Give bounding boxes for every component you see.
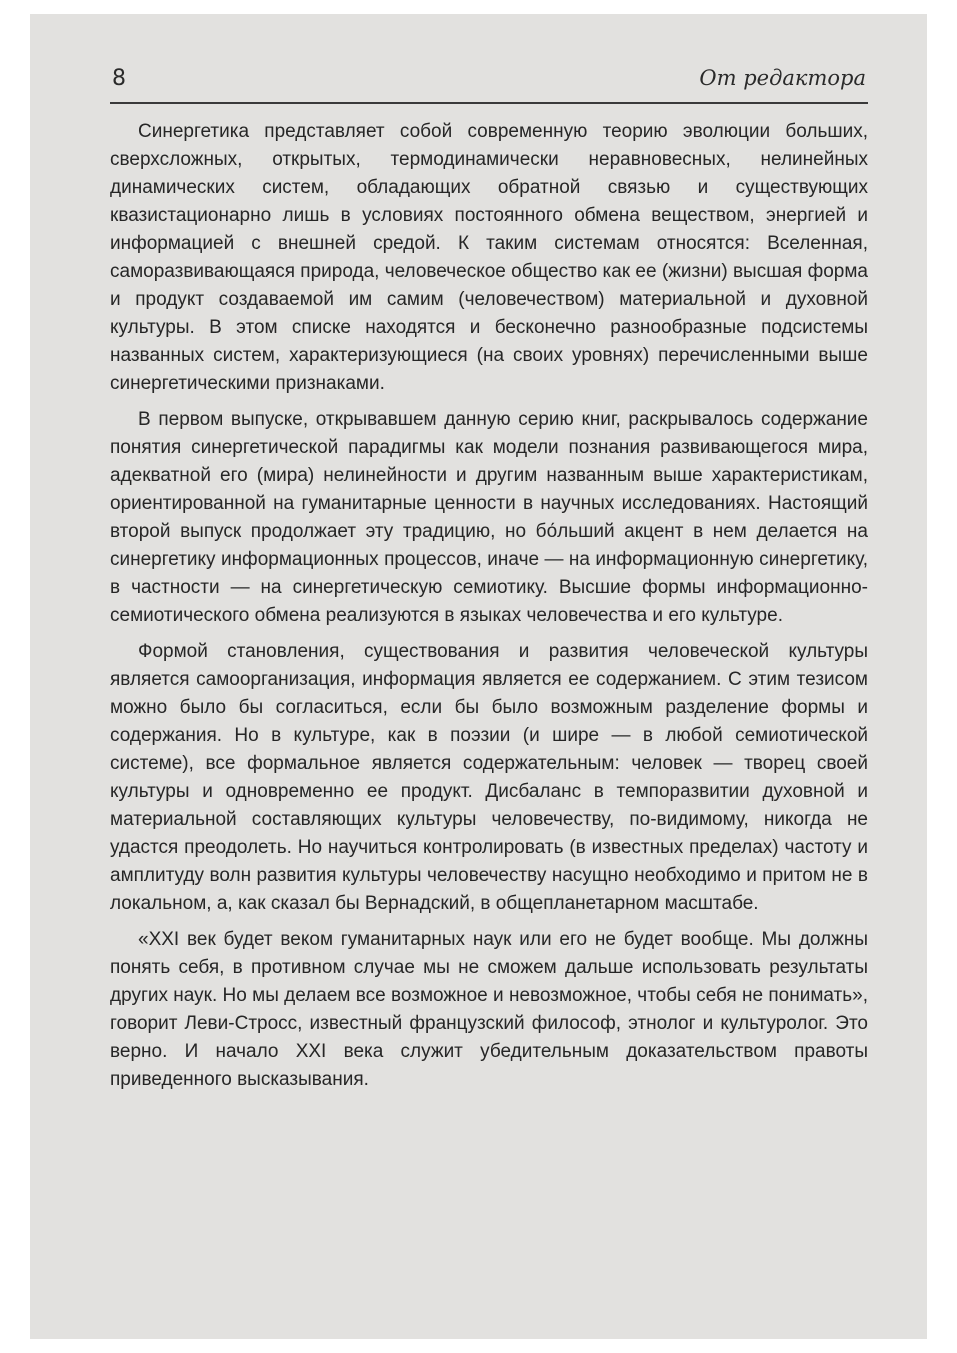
paragraph: В первом выпуске, открывавшем данную серию книг, раскрывалось содержание понятия синергетической парадигмы как модели познания развивающегося мира, адекватной его (мира) нелинейности и другим названным выше характеристикам, ориентированной на гуманитарные ценности в научных исследованиях. Настоящий второй выпуск продолжает эту традицию, но бо́льший акцент в нем делается на синергетику информационных процессов, иначе — на информационную синергетику, в частности — на синергетическую семиотику. Высшие формы информационно-семиотического обмена реализуются в языках человечества и его культуре. bbox=[110, 409, 868, 626]
paragraph: Формой становления, существования и развития человеческой культуры является самоорганизация, информация является ее содержанием. С этим тезисом можно было бы согласиться, если бы было возможным разделение формы и содержания. Но в культуре, как в поэзии (и шире — в любой семиотической системе), все формальное является содержательным: человек — творец своей культуры и одновременно ее продукт. Дисбаланс в темпоразвитии духовной и материальной составляющих культуры человечеству, по-видимому, никогда не удастся преодолеть. Но научиться контролировать (в известных пределах) частоту и амплитуду волн развития культуры человечеству насущно необходимо и притом не в локальном, а, как сказал бы Вернадский, в общепланетарном масштабе. bbox=[110, 641, 868, 914]
body-text bbox=[110, 118, 868, 1102]
book-page bbox=[30, 14, 927, 1339]
page-header bbox=[110, 62, 868, 104]
paragraph: «XXI век будет веком гуманитарных наук или его не будет вообще. Мы должны понять себя, в противном случае мы не сможем дальше использовать результаты других наук. Но мы делаем все возможное и невозможное, чтобы себя не понимать», говорит Леви-Стросс, известный французский философ, этнолог и культуролог. Это верно. И начало XXI века служит убедительным доказательством правоты приведенного высказывания. bbox=[110, 929, 868, 1090]
paragraph: Синергетика представляет собой современную теорию эволюции больших, сверхсложных, открытых, термодинамически неравновесных, нелинейных динамических систем, обладающих обратной связью и существующих квазистационарно лишь в условиях постоянного обмена веществом, энергией и информацией с внешней средой. К таким системам относятся: Вселенная, саморазвивающаяся природа, человеческое общество как ее (жизни) высшая форма и продукт создаваемой им самим (человечеством) материальной и духовной культуры. В этом списке находятся и бесконечно разнообразные подсистемы названных систем, характеризующиеся (на своих уровнях) перечисленными выше синергетическими признаками. bbox=[110, 121, 868, 394]
page-number: 8 bbox=[112, 66, 126, 91]
running-title: От редактора bbox=[699, 66, 866, 90]
